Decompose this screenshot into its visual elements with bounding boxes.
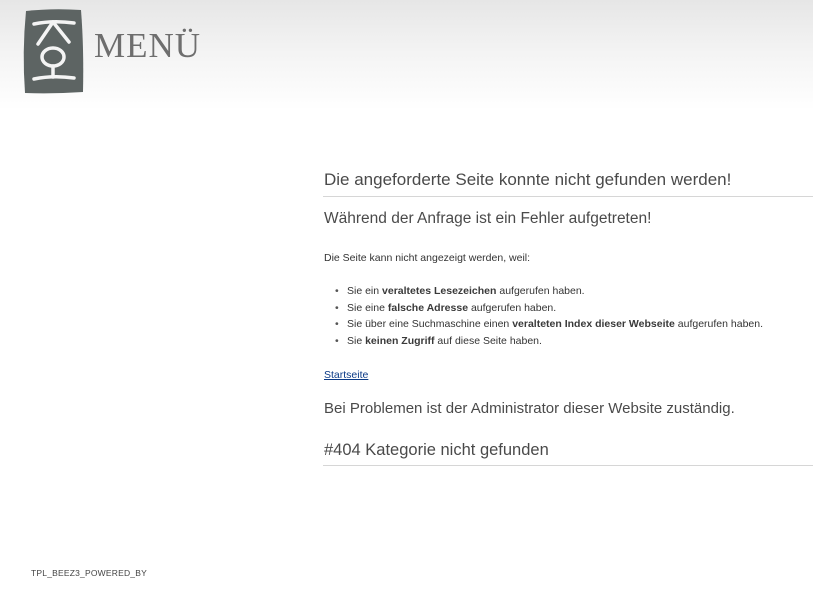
reason-item: • Sie über eine Suchmaschine einen veralteten Index dieser Webseite aufgerufen haben. (347, 316, 813, 333)
reason-item: • Sie ein veraltetes Lesezeichen aufgerufen haben. (347, 283, 813, 300)
reason-list (323, 283, 813, 350)
site-header (0, 0, 813, 110)
error-content (323, 168, 813, 466)
error-title: Die angeforderte Seite konnte nicht gefunden werden! (323, 168, 813, 197)
site-name: MENÜ (94, 26, 202, 65)
reason-item: • Sie eine falsche Adresse aufgerufen haben. (347, 300, 813, 317)
seal-logo-icon (22, 8, 85, 94)
admin-note: Bei Problemen ist der Administrator dieser Website zuständig. (324, 399, 735, 417)
reason-intro: Die Seite kann nicht angezeigt werden, weil: (324, 252, 531, 264)
reason-item: • Sie keinen Zugriff auf diese Seite haben. (347, 333, 813, 350)
footer-powered-by: TPL_BEEZ3_POWERED_BY (31, 568, 147, 578)
error-subtitle: Während der Anfrage ist ein Fehler aufgetreten! (324, 210, 652, 227)
site-logo[interactable] (22, 8, 85, 94)
error-code-message: #404 Kategorie nicht gefunden (323, 441, 813, 466)
home-link[interactable]: Startseite (324, 368, 369, 381)
